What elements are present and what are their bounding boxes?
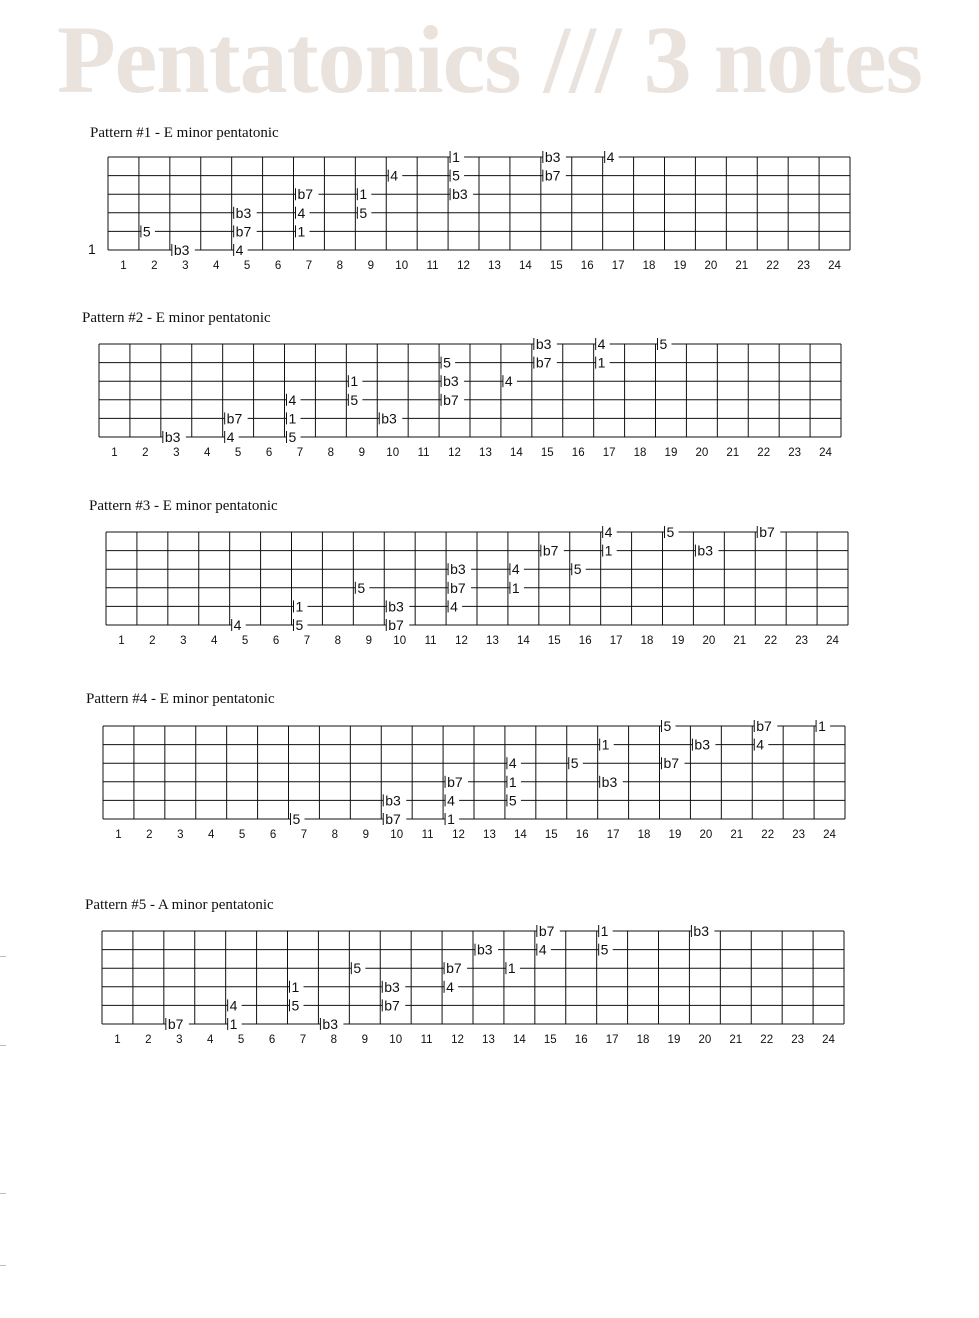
note-label: b3: [544, 149, 561, 165]
note-label: 5: [291, 997, 300, 1014]
fret-number: 14: [518, 260, 532, 272]
note-label: 1: [295, 598, 304, 615]
fret-number: 17: [611, 260, 625, 272]
fret-number: 9: [365, 635, 372, 647]
note-label: 1: [350, 373, 359, 390]
note-label: 5: [570, 755, 579, 772]
pattern-3-label: Pattern #3 - E minor pentatonic: [89, 498, 278, 514]
fret-number: 13: [486, 635, 499, 647]
margin-mark: [0, 956, 6, 957]
fret-number: 13: [483, 829, 496, 841]
fret-number: 8: [327, 447, 335, 459]
note-label: 4: [447, 792, 455, 809]
fret-number: 1: [115, 829, 122, 841]
fret-number: 15: [549, 260, 563, 272]
fret-number: 13: [479, 447, 492, 459]
pattern-2-label: Pattern #2 - E minor pentatonic: [82, 310, 271, 326]
fret-number: 9: [358, 447, 365, 459]
fret-number: 22: [766, 260, 780, 272]
fret-number: 11: [417, 447, 430, 459]
fret-number: 3: [182, 260, 189, 272]
note-label: 5: [359, 204, 368, 221]
fret-number: 23: [791, 1034, 805, 1046]
fret-number: 21: [735, 260, 749, 272]
fret-number: 21: [726, 447, 740, 459]
note-label: b7: [384, 997, 400, 1014]
pattern-1-label: Pattern #1 - E minor pentatonic: [90, 125, 279, 141]
fret-number: 8: [331, 829, 339, 841]
note-label: b3: [601, 773, 618, 790]
fret-number: 1: [120, 260, 127, 272]
fret-number: 20: [699, 829, 713, 841]
note-label: 5: [353, 960, 362, 977]
fret-number: 12: [452, 829, 465, 841]
note-label: 4: [226, 429, 235, 445]
pattern-1-side-label: 1: [88, 241, 96, 257]
note-label: b3: [694, 736, 710, 753]
fret-number: 3: [180, 635, 187, 647]
note-label: b3: [693, 923, 709, 939]
fret-number: 16: [575, 829, 589, 841]
note-label: 1: [297, 223, 306, 240]
fret-number: 24: [828, 260, 841, 272]
fret-number: 20: [704, 260, 718, 272]
fret-number: 12: [451, 1034, 464, 1046]
note-label: 4: [446, 978, 454, 995]
fret-number: 5: [243, 260, 251, 272]
fret-number: 15: [543, 1034, 557, 1046]
note-label: 4: [288, 391, 297, 408]
note-label: 1: [507, 960, 516, 977]
fret-number: 2: [149, 635, 156, 647]
fret-number: 19: [668, 829, 682, 841]
note-label: b7: [538, 923, 555, 939]
margin-mark: [0, 1045, 6, 1046]
fret-number: 21: [733, 635, 747, 647]
margin-mark: [0, 1193, 6, 1194]
note-label: 5: [666, 524, 675, 540]
fret-number: 1: [114, 1034, 121, 1046]
fret-number: 7: [305, 260, 313, 272]
fret-number: 10: [386, 447, 400, 459]
note-label: 5: [288, 429, 297, 445]
note-label: b7: [535, 354, 552, 371]
fret-number: 6: [268, 1034, 276, 1046]
fret-number: 19: [671, 635, 685, 647]
fret-number: 17: [609, 635, 623, 647]
note-label: 4: [511, 561, 520, 578]
fret-number: 11: [421, 829, 434, 841]
note-label: 1: [359, 186, 368, 203]
page-title: Pentatonics /// 3 notes: [57, 6, 922, 113]
fret-number: 3: [177, 829, 184, 841]
fret-number: 18: [636, 1034, 650, 1046]
fret-number: 21: [730, 829, 744, 841]
fret-number: 13: [482, 1034, 495, 1046]
note-label: b3: [697, 542, 713, 559]
fret-number: 9: [367, 260, 374, 272]
note-label: 4: [235, 242, 244, 258]
fret-number: 19: [664, 447, 678, 459]
pattern-5-label: Pattern #5 - A minor pentatonic: [85, 897, 274, 913]
note-label: b7: [663, 755, 680, 772]
fret-number: 10: [390, 829, 404, 841]
note-label: 5: [357, 579, 366, 596]
note-label: b3: [385, 792, 401, 809]
fret-number: 16: [571, 447, 585, 459]
fret-number: 16: [574, 1034, 588, 1046]
note-label: 5: [573, 561, 582, 578]
fret-number: 10: [395, 260, 409, 272]
note-label: 4: [606, 149, 615, 165]
fret-number: 8: [334, 635, 342, 647]
fret-number: 5: [237, 1034, 245, 1046]
fret-number: 18: [637, 829, 651, 841]
note-label: 4: [756, 736, 765, 753]
note-label: b3: [450, 561, 466, 578]
fret-number: 2: [146, 829, 153, 841]
fret-number: 20: [702, 635, 716, 647]
fret-number: 9: [361, 1034, 368, 1046]
note-label: b7: [542, 542, 559, 559]
note-label: b3: [477, 941, 493, 958]
fret-number: 4: [211, 635, 218, 647]
fret-number: 2: [145, 1034, 152, 1046]
note-label: 4: [597, 336, 606, 352]
note-label: b3: [164, 429, 181, 445]
fret-number: 19: [667, 1034, 681, 1046]
fret-number: 14: [513, 829, 527, 841]
fret-number: 3: [176, 1034, 183, 1046]
note-label: 4: [504, 373, 513, 390]
fret-number: 8: [336, 260, 344, 272]
note-label: 4: [538, 941, 547, 958]
fret-number: 22: [761, 829, 775, 841]
fret-number: 6: [269, 829, 277, 841]
fret-number: 24: [823, 829, 836, 841]
fret-number: 2: [151, 260, 158, 272]
note-label: 4: [450, 598, 458, 615]
fret-number: 11: [424, 635, 437, 647]
note-label: 5: [142, 223, 151, 240]
note-label: 1: [818, 718, 826, 734]
note-label: 5: [452, 167, 460, 184]
fret-number: 5: [234, 447, 242, 459]
fret-number: 20: [698, 1034, 712, 1046]
note-label: 1: [229, 1016, 238, 1032]
fret-number: 11: [426, 260, 439, 272]
fret-number: 24: [819, 447, 832, 459]
fret-number: 14: [509, 447, 523, 459]
note-label: b7: [447, 773, 463, 790]
note-label: 1: [447, 811, 455, 827]
fret-number: 24: [822, 1034, 835, 1046]
note-label: 5: [350, 391, 359, 408]
note-label: 1: [288, 410, 297, 427]
fret-number: 14: [516, 635, 530, 647]
fret-number: 7: [303, 635, 311, 647]
fret-number: 22: [757, 447, 771, 459]
fret-number: 4: [208, 829, 215, 841]
fret-number: 17: [605, 1034, 619, 1046]
note-label: 5: [600, 941, 609, 958]
note-label: b7: [759, 524, 775, 540]
fret-number: 17: [606, 829, 620, 841]
fret-number: 6: [274, 260, 282, 272]
fret-number: 23: [792, 829, 806, 841]
note-label: b7: [167, 1016, 184, 1032]
fret-number: 20: [695, 447, 709, 459]
note-label: 1: [600, 923, 609, 939]
fret-number: 15: [547, 635, 561, 647]
fret-number: 12: [457, 260, 470, 272]
note-label: 4: [390, 167, 399, 184]
fret-number: 16: [578, 635, 592, 647]
note-label: b7: [235, 223, 252, 240]
fret-number: 11: [420, 1034, 433, 1046]
fret-number: 4: [207, 1034, 214, 1046]
note-label: b7: [756, 718, 772, 734]
fret-number: 14: [512, 1034, 526, 1046]
note-label: b7: [544, 167, 561, 184]
fret-number: 24: [826, 635, 839, 647]
note-label: 1: [511, 579, 520, 596]
fret-number: 23: [788, 447, 802, 459]
fret-number: 12: [448, 447, 461, 459]
note-label: b7: [450, 579, 466, 596]
fret-number: 19: [673, 260, 687, 272]
note-label: b3: [384, 978, 400, 995]
fret-number: 7: [300, 829, 308, 841]
fret-number: 2: [142, 447, 149, 459]
note-label: 5: [443, 354, 451, 371]
fret-number: 12: [455, 635, 468, 647]
pattern-4-label: Pattern #4 - E minor pentatonic: [86, 691, 275, 707]
note-label: 5: [508, 792, 517, 809]
fret-number: 1: [118, 635, 125, 647]
note-label: b7: [446, 960, 462, 977]
margin-mark: [0, 1265, 6, 1266]
fret-number: 1: [111, 447, 118, 459]
note-label: 5: [295, 617, 304, 633]
fret-number: 9: [362, 829, 369, 841]
note-label: 4: [508, 755, 517, 772]
note-label: 5: [292, 811, 301, 827]
fret-number: 21: [729, 1034, 743, 1046]
note-label: 5: [663, 718, 672, 734]
fret-number: 18: [633, 447, 647, 459]
fret-number: 18: [642, 260, 656, 272]
note-label: 1: [597, 354, 606, 371]
note-label: 1: [604, 542, 613, 559]
fret-number: 13: [488, 260, 501, 272]
note-label: b7: [388, 617, 404, 633]
note-label: b7: [385, 811, 401, 827]
fret-number: 8: [330, 1034, 338, 1046]
note-label: b3: [322, 1016, 338, 1032]
note-label: 1: [508, 773, 517, 790]
fret-number: 15: [544, 829, 558, 841]
fret-number: 22: [760, 1034, 774, 1046]
note-label: b7: [226, 410, 243, 427]
note-label: 4: [297, 204, 306, 221]
fret-number: 3: [173, 447, 180, 459]
fret-number: 5: [238, 829, 246, 841]
fret-number: 18: [640, 635, 654, 647]
note-label: b7: [297, 186, 314, 203]
note-label: 5: [659, 336, 668, 352]
note-label: b3: [443, 373, 459, 390]
note-label: 1: [452, 149, 460, 165]
fret-number: 4: [213, 260, 220, 272]
fret-number: 17: [602, 447, 616, 459]
note-label: 1: [601, 736, 610, 753]
fret-number: 5: [241, 635, 249, 647]
note-label: 4: [233, 617, 242, 633]
fret-number: 15: [540, 447, 554, 459]
fret-number: 10: [389, 1034, 403, 1046]
fret-number: 22: [764, 635, 778, 647]
fret-number: 10: [393, 635, 407, 647]
note-label: b3: [388, 598, 404, 615]
note-label: b3: [173, 242, 190, 258]
fret-number: 16: [580, 260, 594, 272]
note-label: b3: [452, 186, 468, 203]
note-label: 4: [229, 997, 238, 1014]
note-label: b3: [535, 336, 552, 352]
fret-number: 6: [265, 447, 273, 459]
fret-number: 7: [296, 447, 304, 459]
fret-number: 23: [797, 260, 811, 272]
note-label: 4: [604, 524, 613, 540]
note-label: 1: [291, 978, 300, 995]
note-label: b3: [381, 410, 397, 427]
fret-number: 4: [204, 447, 211, 459]
fret-number: 23: [795, 635, 809, 647]
note-label: b3: [235, 204, 252, 221]
fret-number: 6: [272, 635, 280, 647]
fret-number: 7: [299, 1034, 307, 1046]
note-label: b7: [443, 391, 459, 408]
